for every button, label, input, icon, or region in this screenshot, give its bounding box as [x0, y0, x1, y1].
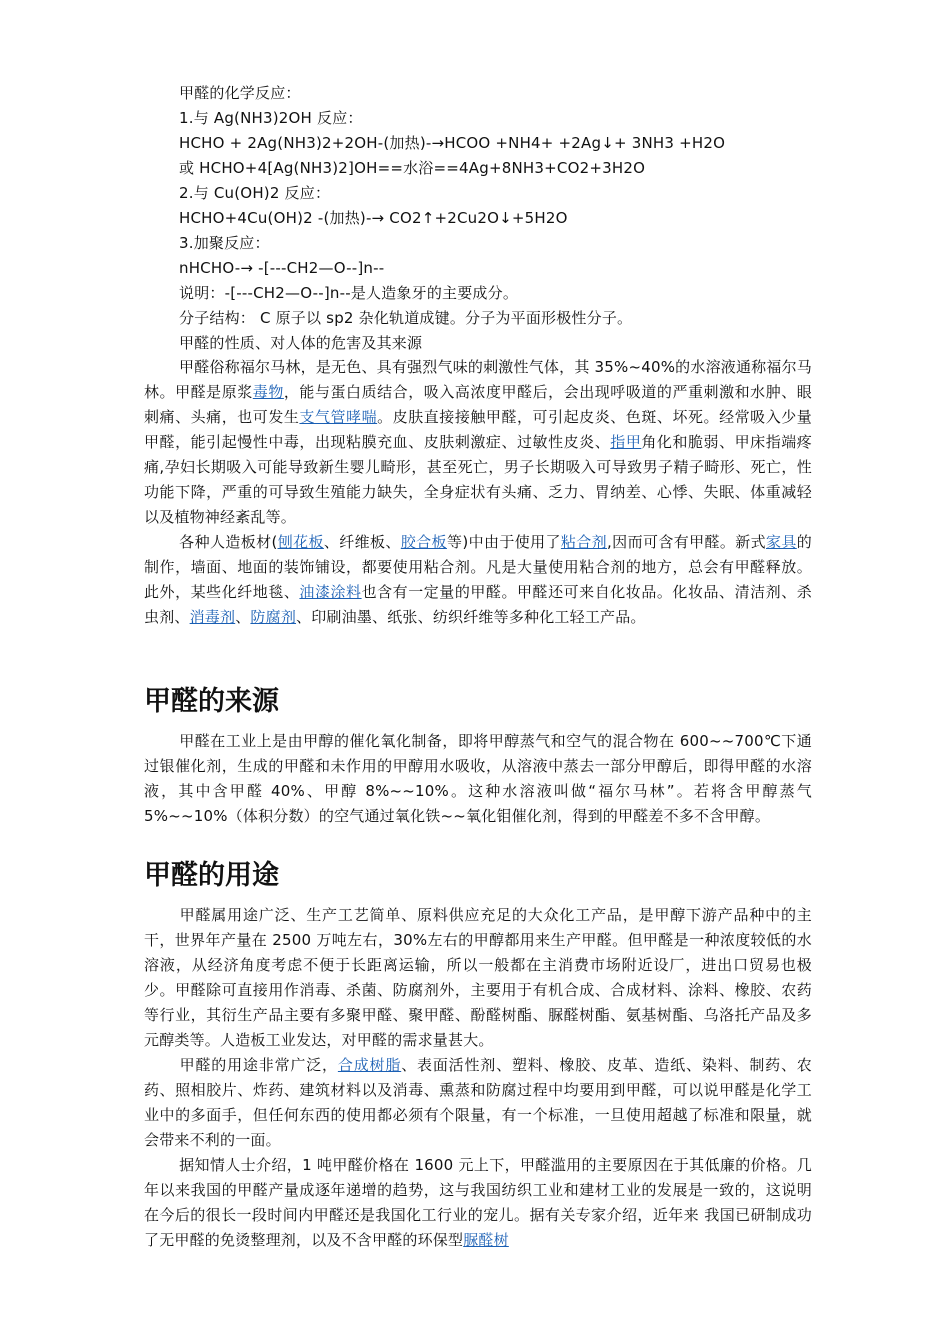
reaction-1-heading: 1.与 Ag(NH3)2OH 反应：	[179, 109, 363, 127]
paragraph-source: 甲醛在工业上是由甲醇的催化氧化制备，即将甲醇蒸气和空气的混合物在 600~~700℃下通过银催化剂，生成的甲醛和未作用的甲醇用水吸收，从溶液中蒸去一部分甲醇后，即得甲醛的水溶液，其中含甲醛 40%、甲醇 8%~~10%。这种水溶液叫做“福尔马林”。若将含甲醇蒸气 5%~~10%（体积分数）的空气通过氧化铁~~氧化钼催化剂，得到的甲醛差不多不含甲醇。	[144, 732, 812, 825]
link-disinfectant[interactable]: 消毒剂	[189, 608, 236, 626]
paragraph-uses-2: 甲醛的用途非常广泛，合成树脂、表面活性剂、塑料、橡胶、皮革、造纸、染料、制药、农药、照相胶片、炸药、建筑材料以及消毒、熏蒸和防腐过程中均要用到甲醛，可以说甲醛是化学工业中的多面手，但任何东西的使用都必须有个限量，有一个标准，一旦使用超越了标准和限量，就会带来不利的一面。	[144, 1056, 812, 1149]
heading-uses: 甲醛的用途	[144, 860, 279, 891]
reaction-3-heading: 3.加聚反应：	[179, 234, 270, 252]
paragraph-harm: 甲醛俗称福尔马林，是无色、具有强烈气味的刺激性气体，其 35%~40%的水溶液通称福尔马林。甲醛是原浆毒物，能与蛋白质结合，吸入高浓度甲醛后，会出现呼吸道的严重刺激和水肿、眼刺痛、头痛，也可发生支气管哮喘。皮肤直接接触甲醛，可引起皮炎、色斑、坏死。经常吸入少量甲醛，能引起慢性中毒，出现粘膜充血、皮肤刺激症、过敏性皮炎、指甲角化和脆弱、甲床指端疼痛,孕妇长期吸入可能导致新生婴儿畸形，甚至死亡，男子长期吸入可导致男子精子畸形、死亡，性功能下降，严重的可导致生殖能力缺失，全身症状有头痛、乏力、胃纳差、心悸、失眠、体重减轻以及植物神经紊乱等。	[144, 358, 812, 526]
link-adhesive[interactable]: 粘合剂	[560, 533, 608, 551]
link-particle-board[interactable]: 刨花板	[277, 533, 324, 551]
paragraph-boards: 各种人造板材(刨花板、纤维板、胶合板等)中由于使用了粘合剂,因而可含有甲醛。新式家具的制作，墙面、地面的装饰铺设，都要使用粘合剂。凡是大量使用粘合剂的地方，总会有甲醛释放。此外，某些化纤地毯、油漆涂料也含有一定量的甲醛。甲醛还可来自化妆品。化妆品、清洁剂、杀虫剂、消毒剂、防腐剂、印刷油墨、纸张、纺织纤维等多种化工轻工产品。	[144, 533, 812, 626]
link-synthetic-resin[interactable]: 合成树脂	[337, 1056, 402, 1074]
link-nail[interactable]: 指甲	[610, 433, 642, 451]
reaction-1-alt-equation: 或 HCHO+4[Ag(NH3)2]OH==水浴==4Ag+8NH3+CO2+3H2O	[179, 159, 646, 177]
reaction-2-equation: HCHO+4Cu(OH)2 -(加热)-→ CO2↑+2Cu2O↓+5H2O	[179, 209, 568, 227]
link-paint[interactable]: 油漆涂料	[299, 583, 362, 601]
properties-heading: 甲醛的性质、对人体的危害及其来源	[179, 334, 423, 352]
link-urea-resin[interactable]: 脲醛树	[463, 1231, 509, 1249]
paragraph-uses-1: 甲醛属用途广泛、生产工艺简单、原料供应充足的大众化工产品，是甲醇下游产品种中的主干，世界年产量在 2500 万吨左右，30%左右的甲醇都用来生产甲醛。但甲醛是一种浓度较低的水溶液，从经济角度考虑不便于长距离运输，所以一般都在主消费市场附近设厂，进出口贸易也极少。甲醛除可直接用作消毒、杀菌、防腐剂外，主要用于有机合成、合成材料、涂料、橡胶、农药等行业，其衍生产品主要有多聚甲醛、聚甲醛、酚醛树酯、脲醛树酯、氨基树酯、乌洛托产品及多元醇类等。人造板工业发达，对甲醛的需求量甚大。	[144, 906, 812, 1049]
molecular-structure: 分子结构： C 原子以 sp2 杂化轨道成键。分子为平面形极性分子。	[179, 309, 633, 327]
reaction-2-heading: 2.与 Cu(OH)2 反应：	[179, 184, 331, 202]
reaction-note: 说明：-[---CH2—O--]n--是人造象牙的主要成分。	[179, 284, 519, 302]
link-preservative[interactable]: 防腐剂	[250, 608, 297, 626]
link-furniture[interactable]: 家具	[766, 533, 797, 551]
heading-source: 甲醛的来源	[144, 686, 279, 717]
reaction-title: 甲醛的化学反应：	[179, 84, 301, 102]
reaction-3-equation: nHCHO-→ -[---CH2—O--]n--	[179, 259, 385, 277]
paragraph-uses-3: 据知情人士介绍，1 吨甲醛价格在 1600 元上下，甲醛滥用的主要原因在于其低廉的价格。几年以来我国的甲醛产量成逐年递增的趋势，这与我国纺织工业和建材工业的发展是一致的，这说明在今后的很长一段时间内甲醛还是我国化工行业的宠儿。据有关专家介绍，近年来 我国已研制成功了无甲醛的免烫整理剂，以及不含甲醛的环保型脲醛树	[144, 1156, 812, 1249]
link-plywood[interactable]: 胶合板	[400, 533, 447, 551]
link-poison[interactable]: 毒物	[252, 383, 284, 401]
reaction-1-equation: HCHO + 2Ag(NH3)2+2OH-(加热)-→HCOO +NH4+ +2Ag↓+ 3NH3 +H2O	[179, 134, 726, 152]
link-asthma[interactable]: 支气管哮喘	[299, 408, 378, 426]
